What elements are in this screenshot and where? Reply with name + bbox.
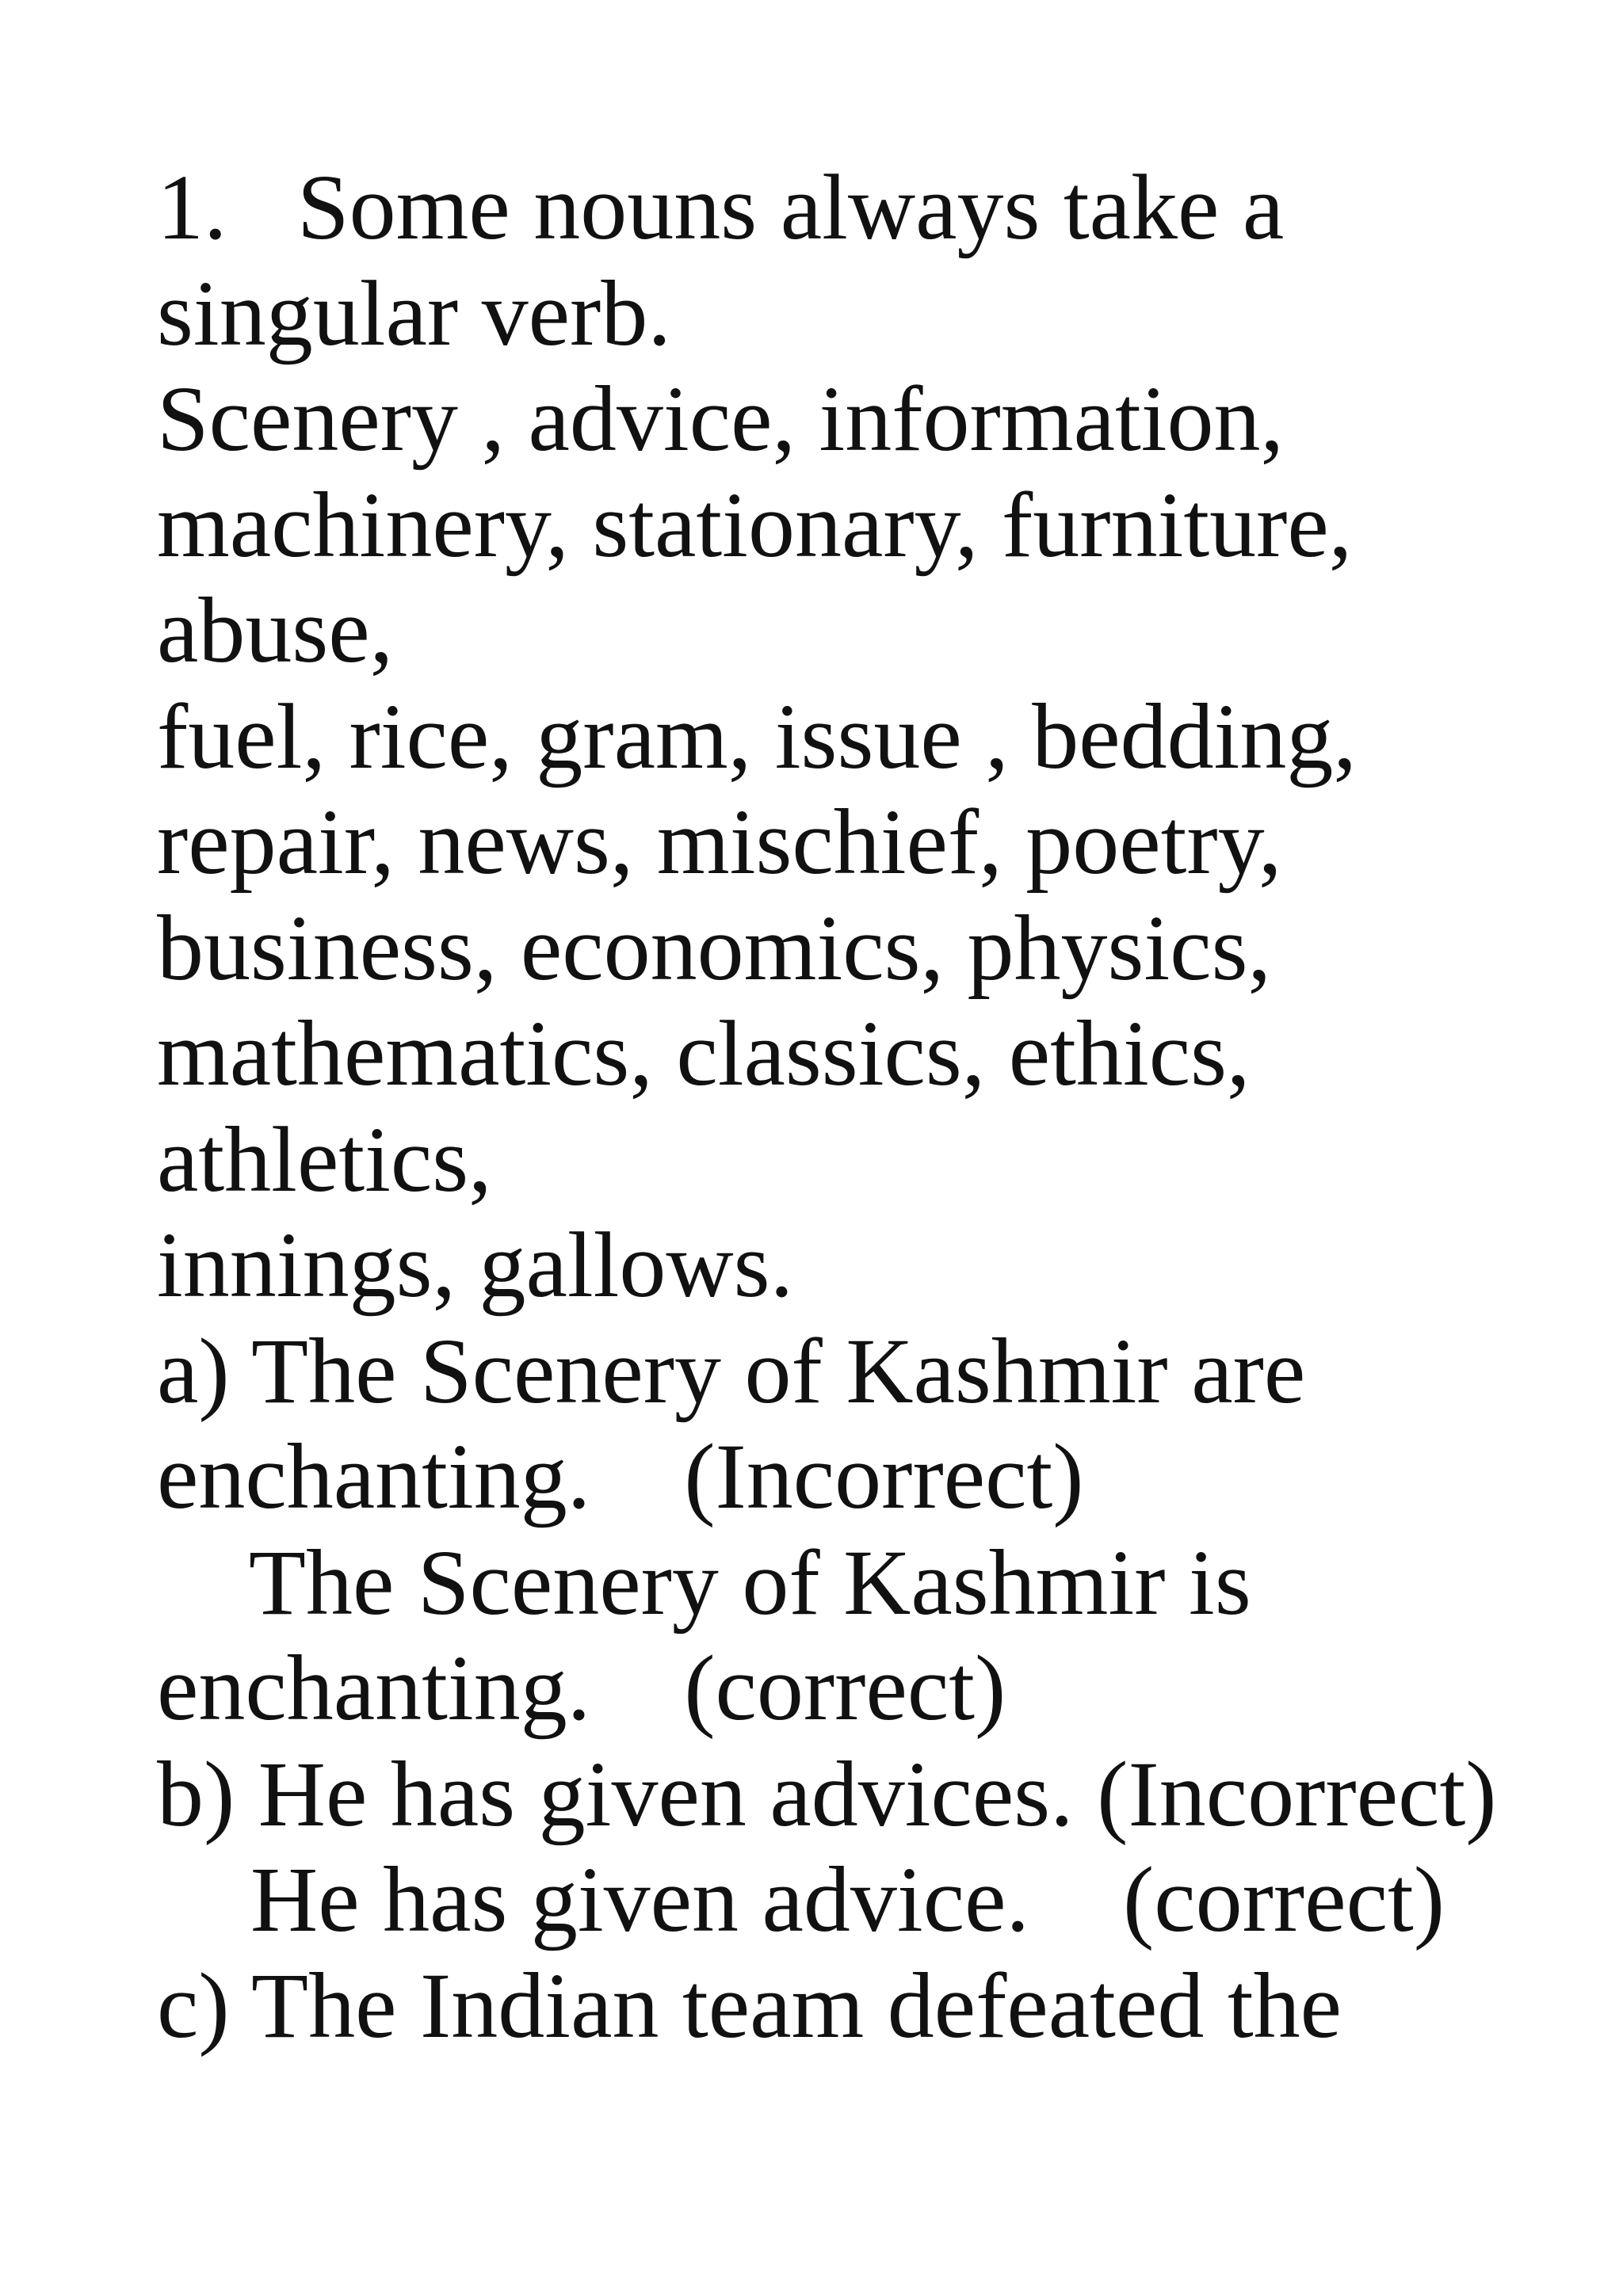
noun-list-line: fuel, rice, gram, issue , bedding, (157, 684, 1357, 788)
rule-heading-line-2: singular verb. (157, 261, 671, 365)
noun-list-line: innings, gallows. (157, 1213, 794, 1317)
example-a-correct-line-2: enchanting. (correct) (157, 1636, 1006, 1740)
noun-list-line: repair, news, mischief, poetry, (157, 790, 1282, 894)
noun-list-line: Scenery , advice, information, (157, 367, 1285, 471)
document-text (157, 154, 1583, 2058)
example-a-incorrect-line-2: enchanting. (Incorrect) (157, 1425, 1084, 1528)
noun-list-line: mathematics, classics, ethics, (157, 1001, 1251, 1105)
noun-list-line: athletics, (157, 1107, 492, 1211)
example-c-line: c) The Indian team defeated the (157, 1953, 1342, 2058)
noun-list-line: machinery, stationary, furniture, (157, 472, 1353, 577)
noun-list-line: abuse, (157, 578, 394, 682)
example-b-incorrect-line: b) He has given advices. (Incorrect) (157, 1741, 1497, 1846)
noun-list-line: business, economics, physics, (157, 895, 1272, 1000)
example-b-correct-line: He has given advice. (correct) (157, 1848, 1445, 1951)
rule-heading-line-1: 1. Some nouns always take a (157, 155, 1285, 259)
example-a-incorrect-line-1: a) The Scenery of Kashmir are (157, 1318, 1306, 1423)
example-a-correct-line-1: The Scenery of Kashmir is (157, 1530, 1251, 1634)
